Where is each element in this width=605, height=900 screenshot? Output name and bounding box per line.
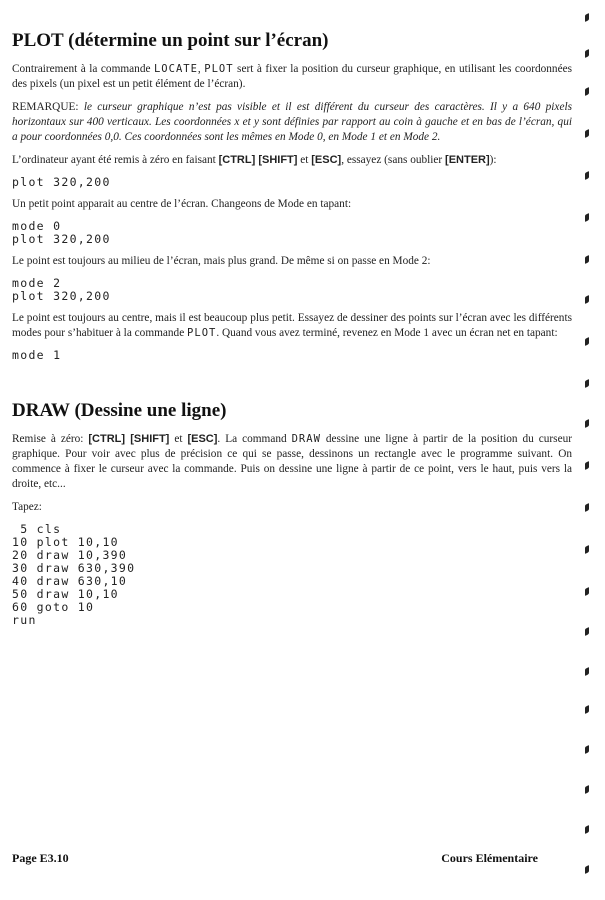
- edge-mark: [585, 171, 589, 180]
- key-ctrl-shift: [CTRL] [SHIFT]: [218, 154, 298, 166]
- edge-mark: [585, 627, 589, 636]
- text-run: ):: [489, 154, 497, 166]
- remark-lead: REMARQUE:: [12, 101, 84, 113]
- draw-intro-paragraph: [12, 432, 572, 492]
- remark-text: le curseur graphique n’est pas visible et il est différent du curseur des caractères. Il y a 640 pixels horizontaux sur 400 verticaux. Les coordonnées x et y sont définies par rapport au coin à gauche et en bas de l’écran, qui a pour coordonnées 0,0. Ces coordonnées sont les mêmes en Mode 0, en Mode 1 et en Mode 2.: [12, 101, 572, 143]
- edge-mark: [585, 129, 589, 138]
- text-run: . La command: [217, 433, 292, 445]
- key-enter: [ENTER]: [445, 154, 490, 166]
- code-mode1-example: mode 1: [12, 348, 62, 362]
- edge-mark: [585, 419, 589, 428]
- edge-mark: [585, 705, 589, 714]
- edge-mark: [585, 213, 589, 222]
- text-run: dessine une ligne à partir de la position du curseur graphique. Pour voir avec plus de précision ce qui se passe, dessinons un rectangle avec le programme suivant. On commence à fixer le curseur avec la commande. Puis on dessine une ligne à partir de ce point, vers le haut, puis vers la droite, etc...: [12, 433, 573, 490]
- text-run: Contrairement à la commande: [12, 63, 154, 75]
- page-number: Page E3.10: [12, 851, 69, 865]
- edge-mark: [585, 379, 589, 388]
- edge-mark: [585, 825, 589, 834]
- remark-paragraph: [12, 100, 572, 145]
- edge-mark: [585, 503, 589, 512]
- key-esc: [ESC]: [187, 433, 218, 445]
- text-run: . Quand vous avez terminé, revenez en Mode 1 avec un écran net en tapant:: [216, 327, 558, 339]
- plot-mode0-paragraph: Le point est toujours au milieu de l’écran, mais plus grand. De même si on passe en Mode 2:: [12, 255, 431, 267]
- edge-mark: [585, 87, 589, 96]
- text-run: et: [297, 154, 312, 166]
- text-run: , essayez (sans oublier: [341, 154, 446, 166]
- binding-edge-marks: [585, 0, 597, 900]
- edge-mark: [585, 785, 589, 794]
- reset-paragraph: [12, 153, 572, 168]
- command-draw: DRAW: [291, 433, 321, 445]
- command-plot: PLOT: [204, 63, 234, 75]
- plot-result-paragraph: Un petit point apparait au centre de l’écran. Changeons de Mode en tapant:: [12, 198, 352, 210]
- plot-intro-paragraph: [12, 62, 572, 92]
- section-spacer: [12, 370, 572, 388]
- edge-mark: [585, 461, 589, 470]
- edge-mark: [585, 865, 589, 874]
- key-ctrl-shift: [CTRL] [SHIFT]: [88, 433, 170, 445]
- edge-mark: [585, 255, 589, 264]
- command-locate: LOCATE: [153, 63, 198, 75]
- tapez-label: Tapez:: [12, 501, 42, 513]
- edge-mark: [585, 13, 589, 22]
- edge-mark: [585, 587, 589, 596]
- edge-mark: [585, 545, 589, 554]
- code-plot-example: plot 320,200: [12, 175, 111, 189]
- edge-mark: [585, 337, 589, 346]
- edge-mark: [585, 295, 589, 304]
- code-mode0-example: mode 0 plot 320,200: [12, 219, 111, 246]
- key-esc: [ESC]: [311, 154, 342, 166]
- page-footer: [12, 851, 538, 866]
- edge-mark: [585, 745, 589, 754]
- text-run: et: [169, 433, 188, 445]
- command-plot-inline: PLOT: [187, 327, 217, 339]
- code-rectangle-program: 5 cls 10 plot 10,10 20 draw 10,390 30 draw 630,390 40 draw 630,10 50 draw 10,10 60 goto 10 run: [12, 522, 136, 627]
- plot-section-title: PLOT (détermine un point sur l’écran): [12, 30, 329, 51]
- code-mode2-example: mode 2 plot 320,200: [12, 276, 111, 303]
- page-body: [12, 18, 572, 635]
- text-run: Remise à zéro:: [12, 433, 89, 445]
- edge-mark: [585, 667, 589, 676]
- text-run: ,: [197, 63, 205, 75]
- text-run: L’ordinateur ayant été remis à zéro en faisant: [12, 154, 219, 166]
- text-run: sert à fixer la position du curseur graphique, en utilisant les coordonnées des pixels (un pixel est un petit élément de l’écran).: [12, 63, 572, 90]
- course-name: Cours Elémentaire: [441, 851, 538, 865]
- draw-section-title: DRAW (Dessine une ligne): [12, 400, 227, 421]
- edge-mark: [585, 49, 589, 58]
- text-run: Le point est toujours au centre, mais il est beaucoup plus petit. Essayez de dessiner des points sur l’écran avec les différents modes pour s’habituer à la commande: [12, 312, 572, 339]
- plot-mode2-paragraph: [12, 311, 572, 341]
